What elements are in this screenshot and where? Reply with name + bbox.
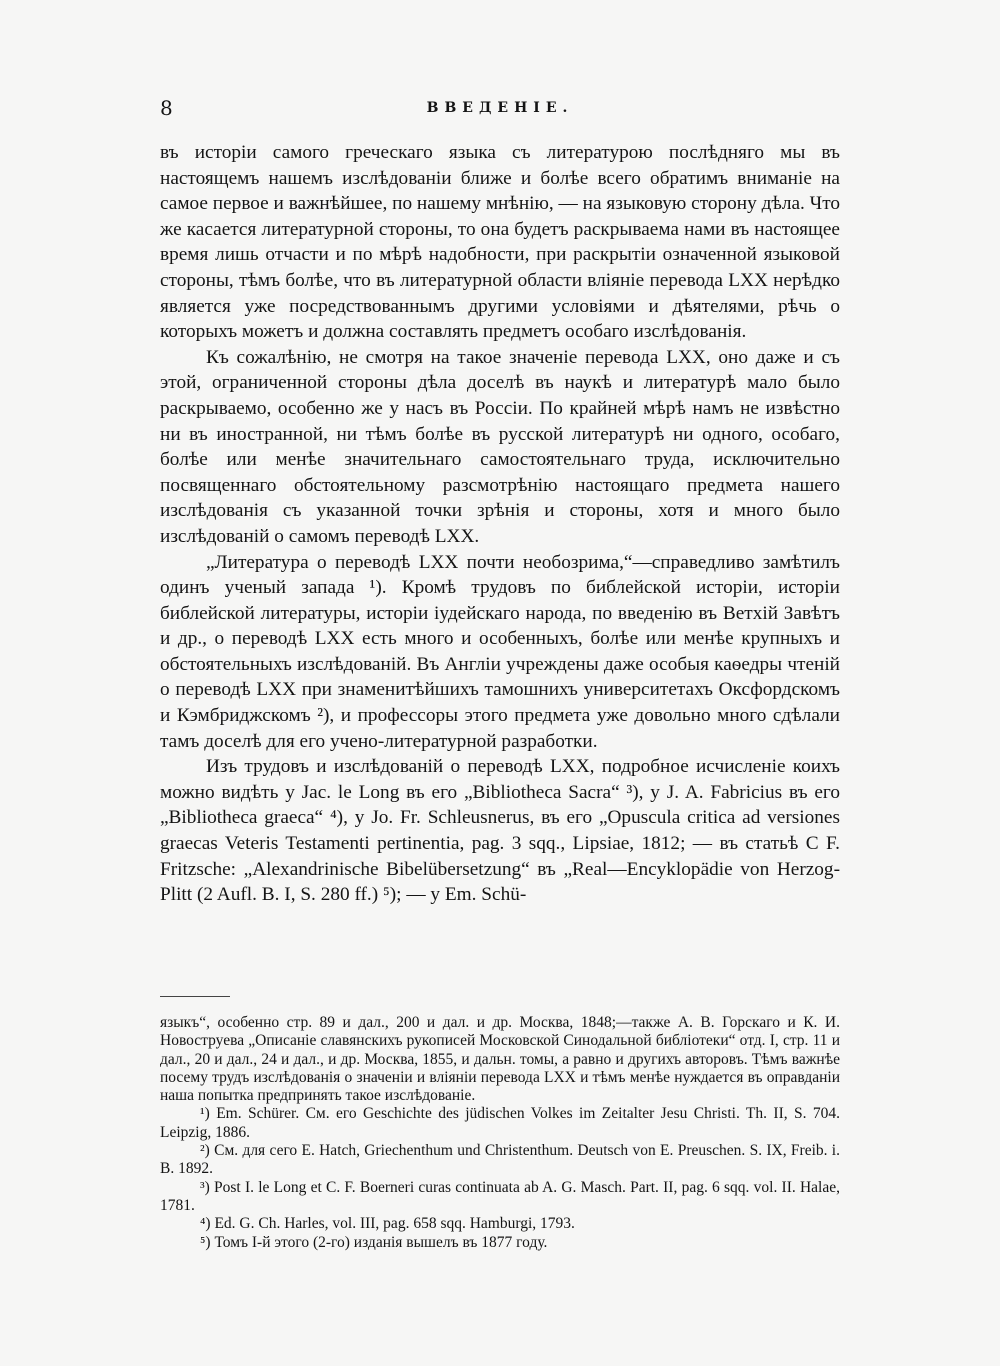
paragraph: въ исторіи самого греческаго языка съ литературою послѣдняго мы въ настоящемъ нашемъ изслѣдованіи ближе и болѣе всего обратимъ вниманіе на самое первое и важнѣйшее, по нашему мнѣнію, — на языковую сторону дѣла. Что же касается литературной стороны, то она будетъ раскрываема нами въ настоящее время лишь отчасти и по мѣрѣ надобности, при раскрытіи означенной языковой стороны, тѣмъ болѣе, что въ литературной области вліяніе перевода LXX нерѣдко является уже посредствованнымъ другими условіями и дѣятелями, рѣчь о которыхъ можетъ и должна составлять предметъ особаго изслѣдованія. bbox=[160, 142, 841, 343]
running-title: ВВЕДЕНІЕ. bbox=[426, 100, 574, 116]
body-text bbox=[160, 140, 840, 908]
footnote: ²) См. для сего E. Hatch, Griechenthum und Christenthum. Deutsch von E. Preuschen. S. IX, Freib. i. B. 1892. bbox=[160, 1142, 840, 1178]
paragraph: Изъ трудовъ и изслѣдованій о переводѣ LXX, подробное исчисленіе коихъ можно видѣть у Jac. le Long въ его „Bibliotheca Sacra“ ³), у J. A. Fabricius въ его „Bibliotheca graeca“ ⁴), у Jo. Fr. Schleusnerus, въ его „Opuscula critica ad versiones graecas Veteris Testamenti pertinentia, pag. 3 sqq., Lipsiae, 1812; — въ статьѣ C F. Fritzsche: „Alexandrinische Bibelübersetzung“ въ „Real—Encyklopädie von Herzog-Plitt (2 Aufl. B. I, S. 280 ff.) ⁵); — у Em. Schü- bbox=[160, 756, 840, 906]
footnote-separator bbox=[160, 996, 230, 997]
footnote: ⁵) Томъ I-й этого (2-го) изданія вышелъ въ 1877 году. bbox=[200, 1233, 548, 1251]
footnote: ³) Post I. le Long et C. F. Boerneri curas continuata ab A. G. Masch. Part. II, pag. 6 sqq. vol. II. Halae, 1781. bbox=[160, 1178, 840, 1214]
paragraph: „Литература о переводѣ LXX почти необозрима,“—справедливо замѣтилъ одинъ ученый запада ¹). Кромѣ трудовъ по библейской исторіи, исторіи библейской литературы, исторіи іудейскаго народа, по введенію въ Ветхій Завѣтъ и др., о переводѣ LXX есть много и особенныхъ, болѣе или менѣе крупныхъ и обстоятельныхъ изслѣдованій. Въ Англіи учреждены даже особыя каѳедры чтеній о переводѣ LXX при знаменитѣйшихъ тамошнихъ университетахъ Оксфордскомъ и Кэмбриджскомъ ²), и профессоры этого предмета уже довольно много сдѣлали тамъ доселѣ для его учено-литературной разработки. bbox=[160, 551, 840, 752]
paragraph: Къ сожалѣнію, не смотря на такое значеніе перевода LXX, оно даже и съ этой, ограниченной стороны дѣла доселѣ въ наукѣ и литературѣ мало было раскрываемо, особенно же у насъ въ Россіи. По крайней мѣрѣ намъ не извѣстно ни въ иностранной, ни тѣмъ болѣе въ русской литературѣ ни одного, особаго, болѣе или менѣе значительнаго самостоятельнаго труда, исключительно посвященнаго обстоятельному разсмотрѣнію настоящаго предмета нашего изслѣдованія съ указанной точки зрѣнія и стороны, хотя и много было изслѣдованій о самомъ переводѣ LXX. bbox=[160, 346, 840, 547]
footnote: ¹) Em. Schürer. См. его Geschichte des jüdischen Volkes im Zeitalter Jesu Christi. Th. II, S. 704. Leipzig, 1886. bbox=[160, 1105, 840, 1141]
page-header bbox=[160, 96, 840, 126]
footnote: ⁴) Ed. G. Ch. Harles, vol. III, pag. 658 sqq. Hamburgi, 1793. bbox=[200, 1215, 575, 1233]
page-number: 8 bbox=[160, 96, 173, 120]
footnotes bbox=[160, 1014, 840, 1252]
footnote-continuation: языкъ“, особенно стр. 89 и дал., 200 и дал. и др. Москва, 1848;—также А. В. Горскаго и К. И. Новоструева „Описаніе славянскихъ рукописей Московской Синодальной библіотеки“ отд. I, стр. 11 и дал., 20 и дал., 24 и дал., и др. Москва, 1855, и дальн. томы, а равно и другихъ авторовъ. Тѣмъ важнѣе посему трудъ изслѣдованія о значеніи и вліяніи перевода LXX и тѣмъ менѣе нуждается въ оправданіи наша попытка предпринять такое изслѣдованіе. bbox=[160, 1014, 840, 1105]
